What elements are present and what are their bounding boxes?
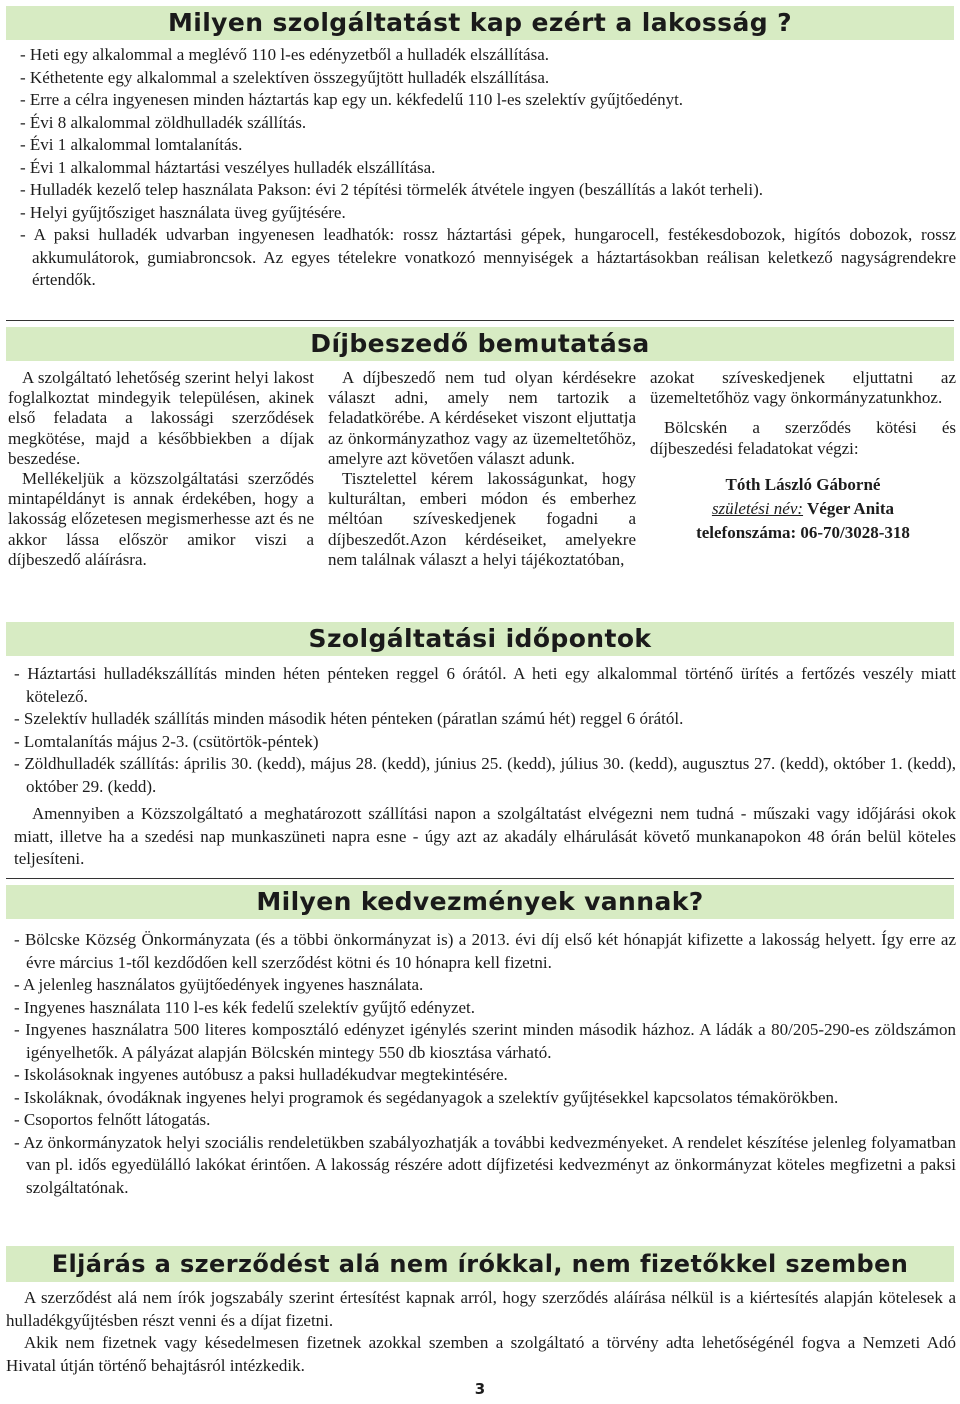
section-heading-services: Milyen szolgáltatást kap ezért a lakosság ? [6,6,954,40]
list-item: - Szelektív hulladék szállítás minden második héten pénteken (páratlan számú hét) reggel 6 órától. [14,709,684,728]
list-item: - Lomtalanítás május 2-3. (csütörtök-péntek) [14,731,319,751]
services-list-block [12,44,956,292]
list-item: - Heti egy alkalommal a meglévő 110 l-es edényzetből a hulladék elszállítása. [20,45,550,64]
list-item: - Háztartási hulladékszállítás minden héten pénteken reggel 6 órától. A heti egy alkalommal történő ürítés a fertőzés veszély miatt kötelező. [14,664,956,706]
collector-column-1 [8,368,314,570]
list-item: - Ingyenes használatra 500 literes komposztáló edényzet igénylés szerint minden második házhoz. A ládák a 80/205-290-es zöldszámon igényelhetők. A pályázat alapján Bölcskén mintegy 550 db kiosztása várható. [14,1020,956,1062]
list-item: - Helyi gyűjtősziget használata üveg gyűjtésére. [20,202,346,222]
list-item: - Erre a célra ingyenesen minden háztartás kap egy un. kékfedelű 110 l-es szelektív gyűjtőedényt. [20,90,684,109]
contact-birth-name-row [650,497,956,521]
collector-column-2 [328,368,636,570]
list-item: - Hulladék kezelő telep használata Pakson: évi 2 tépítési törmelék átvétele ingyen (beszállítás a lakót terheli). [20,180,763,199]
list-item: - Kéthetente egy alkalommal a szelektíven összegyűjtött hulladék elszállítása. [20,67,550,87]
schedule-note: Amennyiben a Közszolgáltató a meghatározott szállítási napon a szolgáltatást elvégezni nem tudná - műszaki vagy időjárási okok miatt, illetve ha a szedési nap munkaszüneti napra esne - úgy azt az akadály elhárulását követő munkanapokon 48 órán belül köteles teljesíteni. [14,804,956,868]
contact-name: Tóth László Gáborné [725,474,881,494]
paragraph: Mellékeljük a közszolgáltatási szerződés mintapéldányt is annak érdekében, hogy a lakosság előzetesen megismerhesse azt és ne akkor lássa először amikor viszi a díjbeszedő aláírásra. [8,469,314,569]
section-heading-collector: Díjbeszedő bemutatása [6,327,954,361]
list-item: - Bölcske Község Önkormányzata (és a többi önkormányzat is) a 2013. évi díj első két hónapját kifizette a lakosság helyett. Így erre az évre március 1-től kezdődően kell szerződést kötni és 10 hónapra kell fizetni. [14,930,956,972]
section-heading-schedule: Szolgáltatási időpontok [6,622,954,656]
paragraph: Akik nem fizetnek vagy késedelmesen fizetnek azokkal szemben a szolgáltató a törvény adta lehetőségénél fogva a Nemzeti Adó Hivatal útján történő behajtásról intézkedik. [6,1333,956,1375]
paragraph: A díjbeszedő nem tud olyan kérdésekre választ adni, amely nem tartozik a feladatkörébe. A kérdéseket viszont eljuttatja az önkormányzathoz vagy az üzemeltetőhöz, amelyre azt követően választ adunk. [328,368,636,468]
contact-block [650,473,956,545]
list-item: - A jelenleg használatos gyüjtőedények ingyenes használata. [14,975,424,994]
list-item: - Évi 1 alkalommal lomtalanítás. [20,135,243,154]
list-item: - Ingyenes használata 110 l-es kék fedelű szelektív gyűjtő edényzet. [14,997,476,1017]
procedure-block [6,1287,956,1377]
schedule-list [6,663,956,798]
contact-phone: telefonszáma: 06-70/3028-318 [696,522,910,542]
section-heading-discounts: Milyen kedvezmények vannak? [6,885,954,919]
list-item: - A paksi hulladék udvarban ingyenesen leadhatók: rossz háztartási gépek, hungarocell, festékesdobozok, higítós dobozok, rossz akkumulátorok, gumiabroncsok. Az egyes tételekre vonatkozó mennyiségek a háztartásokban reálisan keletkező nagyságrendekre értendők. [20,225,956,289]
schedule-block [6,663,956,871]
paragraph: A szerződést alá nem írók jogszabály szerint értesítést kapnak arról, hogy szerződés aláírása nélkül is a kiértesítés alapján kötelesek a hulladékgyűjtésben részt venni és a díjat fizetni. [6,1288,956,1330]
divider [6,320,954,321]
list-item: - Zöldhulladék szállítás: április 30. (kedd), május 28. (kedd), június 25. (kedd), július 30. (kedd), augusztus 27. (kedd), október 1. (kedd), október 29. (kedd). [14,754,956,796]
services-list [12,44,956,292]
divider [6,878,954,879]
birth-name: Véger Anita [807,498,895,518]
list-item: - Iskolásoknak ingyenes autóbusz a paksi hulladékudvar megtekintésére. [14,1065,508,1084]
section-heading-procedure: Eljárás a szerződést alá nem írókkal, nem fizetőkkel szemben [6,1246,954,1282]
list-item: - Évi 8 alkalommal zöldhulladék szállítás. [20,112,307,132]
list-item: - Az önkormányzatok helyi szociális rendeletükben szabályozhatják a további kedvezményeket. A rendelet készítése jelenleg folyamatban van pl. idős egyedülálló lakókat érintően. A lakosság részére adott díjfizetési kedvezményt az önkormányzat köteles megfizetni a paksi szolgáltatónak. [14,1132,956,1197]
list-item: - Csoportos felnőtt látogatás. [14,1110,211,1129]
list-item: - Iskoláknak, óvodáknak ingyenes helyi programok és segédanyagok a szelektív gyűjtésekkel kapcsolatos témakörökben. [14,1087,839,1107]
birth-name-label: születési név: [711,498,804,518]
paragraph: Bölcskén a szerződés kötési és díjbeszedési feladatokat végzi: [650,418,956,458]
paragraph: A szolgáltató lehetőség szerint helyi lakost foglalkoztat mindegyik településen, akinek első feladata a lakossági szerződések megkötése, majd a későbbiekben a díjak beszedése. [8,368,314,468]
discounts-block [6,929,956,1199]
paragraph: Tisztelettel kérem lakosságunkat, hogy kulturáltan, emberi módon és emberhez méltóan szíveskedjenek fogadni a díjbeszedőt.Azon kérdéseiket, amelyekre nem találnak választ a helyi tájékoztatóban, [328,469,636,569]
page-number: 3 [474,1380,486,1398]
paragraph: azokat szíveskedjenek eljuttatni az üzemeltetőhöz vagy önkormányzatunkhoz. [650,368,956,408]
collector-column-3 [650,368,956,545]
list-item: - Évi 1 alkalommal háztartási veszélyes hulladék elszállítása. [20,157,436,177]
discounts-list [6,929,956,1199]
